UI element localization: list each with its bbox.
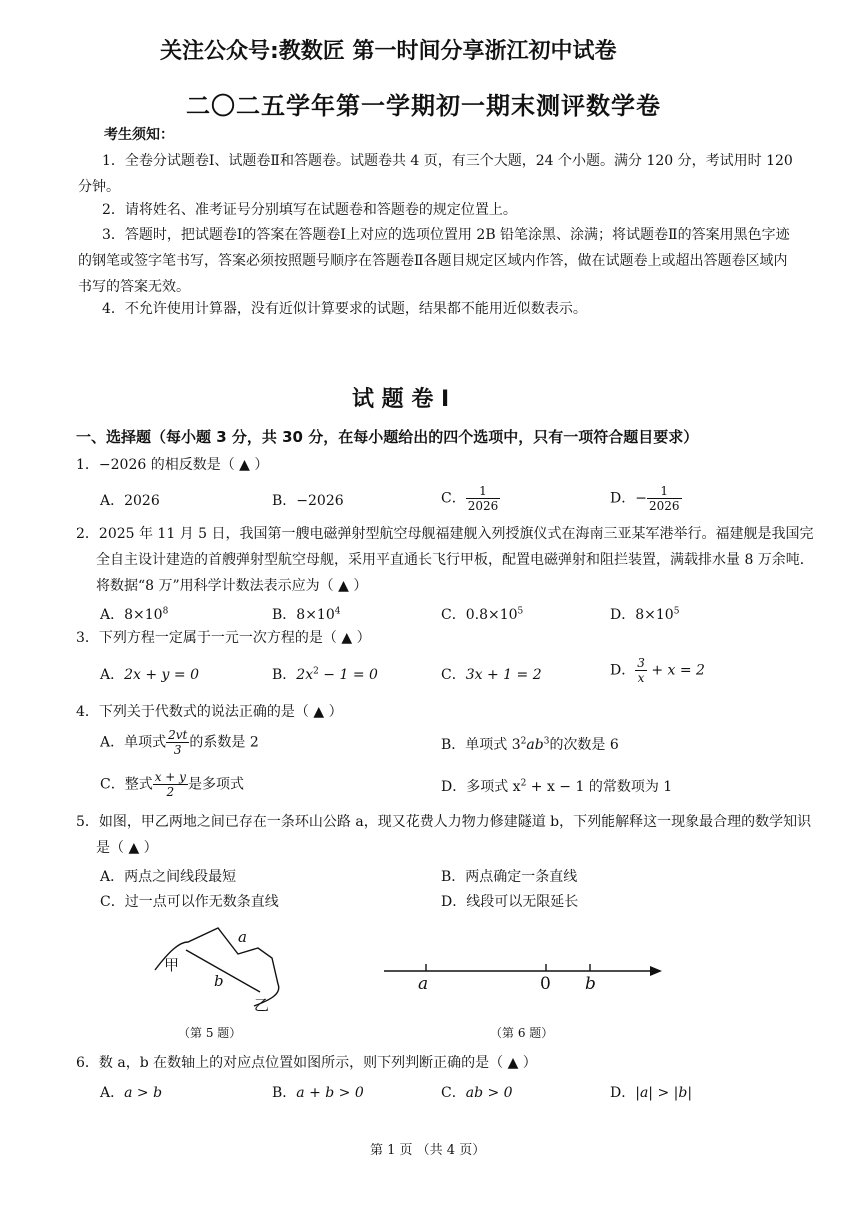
- q1-d-label: D．−: [610, 490, 647, 507]
- q4-a-suffix: 的系数是 2: [189, 734, 259, 751]
- q4-c-numerator: x + y: [154, 770, 186, 784]
- number-line-label-zero: 0: [540, 974, 551, 994]
- q3-option-d: [610, 656, 705, 685]
- notice-item-3: 3．答题时，把试题卷Ⅰ的答案在答题卷Ⅰ上对应的选项位置用 2B 铅笔涂黑、涂满；将试题卷Ⅱ的答案用黑色字迹的钢笔或签字笔书写，答案必须按照题号顺序在答题卷Ⅱ各题目规定区域内作答，做在试题卷上或超出答题卷区域内书写的答案无效。: [78, 227, 790, 295]
- q4-d-prefix: D．多项式 x: [441, 779, 521, 795]
- q4-b-prefix: B．单项式 3: [441, 737, 521, 753]
- q3-a-expression: 2x + y = 0: [124, 667, 200, 683]
- q4-option-b: [441, 734, 619, 754]
- q1-c-label: C．: [441, 490, 466, 507]
- q4-c-denominator: 2: [166, 785, 175, 799]
- q5-option-d: D．线段可以无限延长: [441, 894, 579, 910]
- part1-heading: 一、选择题（每小题 3 分，共 30 分，在每小题给出的四个选项中，只有一项符合题目要求）: [76, 428, 699, 446]
- q6-option-a: [100, 1082, 162, 1102]
- q3-option-a: [100, 664, 199, 684]
- notice-item-2: 2．请将姓名、准考证号分别填写在试题卷和答题卷的规定位置上。: [102, 202, 517, 218]
- q4-option-d: [441, 776, 672, 796]
- q6-option-d: [610, 1082, 692, 1102]
- q2-b-exponent: 4: [334, 606, 341, 617]
- q4-a-denominator: 3: [173, 743, 182, 757]
- q5-option-b: B．两点确定一条直线: [441, 869, 578, 885]
- q6-a-expression: a > b: [124, 1085, 163, 1101]
- q5-stem: 5．如图，甲乙两地之间已存在一条环山公路 a，现又花费人力物力修建隧道 b，下列能解释这一现象最合理的数学知识是（ ▲ ）: [76, 814, 812, 856]
- q2-option-b: [272, 604, 340, 624]
- q4-b-exponent-1: 2: [520, 736, 527, 747]
- q2-a-exponent: 8: [162, 606, 169, 617]
- q3-c-expression: 3x + 1 = 2: [465, 667, 542, 683]
- q3-a-label: A．: [100, 667, 125, 683]
- q3-b-exponent: 2: [313, 666, 319, 677]
- q4-stem: 4．下列关于代数式的说法正确的是（ ▲ ）: [76, 704, 343, 720]
- q3-b-label: B．: [272, 667, 297, 683]
- q6-c-expression: ab > 0: [465, 1085, 513, 1101]
- q4-c-prefix: C．整式: [100, 776, 153, 793]
- q1-stem: 1．−2026 的相反数是（ ▲ ）: [76, 457, 269, 473]
- q6-option-b: [272, 1082, 364, 1102]
- q4-b-suffix: 的次数是 6: [549, 737, 619, 753]
- number-line-arrow: [650, 966, 662, 976]
- q2-d-exponent: 5: [673, 606, 680, 617]
- q3-stem: 3．下列方程一定属于一元一次方程的是（ ▲ ）: [76, 630, 371, 646]
- q4-c-fraction: [153, 770, 188, 799]
- q4-c-suffix: 是多项式: [187, 776, 244, 793]
- q6-c-label: C．: [441, 1085, 466, 1101]
- figure-6-caption: （第 6 题）: [490, 1026, 554, 1040]
- q3-d-numerator: 3: [637, 656, 645, 670]
- q2-option-a: [100, 604, 168, 624]
- figure-5: [150, 920, 300, 1020]
- q3-b-rest: − 1 = 0: [318, 667, 378, 683]
- q1-d-numerator: 1: [647, 484, 682, 499]
- label-road-a: a: [238, 928, 247, 946]
- q5-option-a: A．两点之间线段最短: [100, 869, 237, 885]
- q2-d-base: D．8×10: [610, 607, 674, 623]
- figure-6: [380, 950, 670, 1000]
- q3-c-label: C．: [441, 667, 466, 683]
- label-jia: 甲: [164, 956, 180, 974]
- q4-d-suffix: + x − 1 的常数项为 1: [526, 779, 673, 795]
- q4-d-exponent: 2: [520, 778, 527, 789]
- q6-a-label: A．: [100, 1085, 125, 1101]
- header-banner: 关注公众号:教数匠 第一时间分享浙江初中试卷: [160, 39, 617, 64]
- q3-option-c: [441, 664, 542, 684]
- q4-a-numerator: 2vt: [168, 728, 188, 742]
- q6-b-expression: a + b > 0: [296, 1085, 364, 1101]
- q3-d-fraction: [635, 656, 647, 685]
- q2-c-exponent: 5: [517, 606, 524, 617]
- q3-d-label: D．: [610, 662, 636, 679]
- q6-option-c: [441, 1082, 513, 1102]
- figure-5-caption: （第 5 题）: [178, 1026, 242, 1040]
- q1-c-numerator: 1: [466, 484, 501, 499]
- q1-c-denominator: 2026: [467, 499, 499, 513]
- q6-d-expression: |a| > |b|: [635, 1085, 693, 1101]
- q2-option-c: [441, 604, 523, 624]
- section-title: 试 题 卷 Ⅰ: [352, 387, 450, 412]
- label-yi: 乙: [254, 996, 270, 1014]
- q1-option-a: A．2026: [100, 493, 160, 509]
- notice-item-4: 4．不允许使用计算器，没有近似计算要求的试题，结果都不能用近似数表示。: [102, 301, 587, 317]
- q2-a-base: A．8×10: [100, 607, 163, 623]
- q3-d-denominator: x: [637, 671, 645, 685]
- q4-a-prefix: A．单项式: [100, 734, 167, 751]
- q1-d-denominator: 2026: [648, 499, 680, 513]
- page-footer: 第 1 页 （共 4 页）: [370, 1143, 486, 1158]
- q6-b-label: B．: [272, 1085, 297, 1101]
- q5-option-c: C．过一点可以作无数条直线: [100, 894, 279, 910]
- q2-c-base: C．0.8×10: [441, 607, 518, 623]
- label-tunnel-b: b: [214, 972, 224, 990]
- q1-d-fraction: [647, 484, 682, 513]
- notice-heading: 考生须知：: [104, 127, 174, 143]
- q3-b-term: 2x: [296, 667, 314, 683]
- q1-option-d: [610, 484, 682, 513]
- q4-a-fraction: [166, 728, 189, 757]
- q4-option-c: [100, 770, 244, 799]
- number-line-label-a: a: [418, 974, 429, 994]
- notice-item-1: 1．全卷分试题卷Ⅰ、试题卷Ⅱ和答题卷。试题卷共 4 页，有三个大题，24 个小题。满分 120 分，考试用时 120 分钟。: [78, 153, 793, 195]
- q2-option-d: [610, 604, 679, 624]
- q4-b-exponent-2: 3: [543, 736, 550, 747]
- q1-option-c: [441, 484, 500, 513]
- number-line-label-b: b: [585, 974, 596, 994]
- q4-b-variables: ab: [526, 737, 544, 753]
- q6-d-label: D．: [610, 1085, 636, 1101]
- q6-stem: 6．数 a，b 在数轴上的对应点位置如图所示，则下列判断正确的是（ ▲ ）: [76, 1055, 537, 1071]
- q3-option-b: [272, 664, 378, 684]
- q4-option-a: [100, 728, 259, 757]
- q1-option-b: B．−2026: [272, 493, 344, 509]
- exam-title: 二〇二五学年第一学期初一期末测评数学卷: [186, 92, 661, 120]
- q2-stem: 2．2025 年 11 月 5 日，我国第一艘电磁弹射型航空母舰福建舰入列授旗仪式在海南三亚某军港举行。福建舰是我国完全自主设计建造的首艘弹射型航空母舰，采用平直通长飞行甲板，配置电磁弹射和阻拦装置，满载排水量 8 万余吨．将数据“8 万”用科学计数法表示应为（ ▲ ）: [76, 526, 814, 594]
- q2-b-base: B．8×10: [272, 607, 335, 623]
- q1-c-fraction: [466, 484, 501, 513]
- q3-d-rest: + x = 2: [646, 662, 705, 679]
